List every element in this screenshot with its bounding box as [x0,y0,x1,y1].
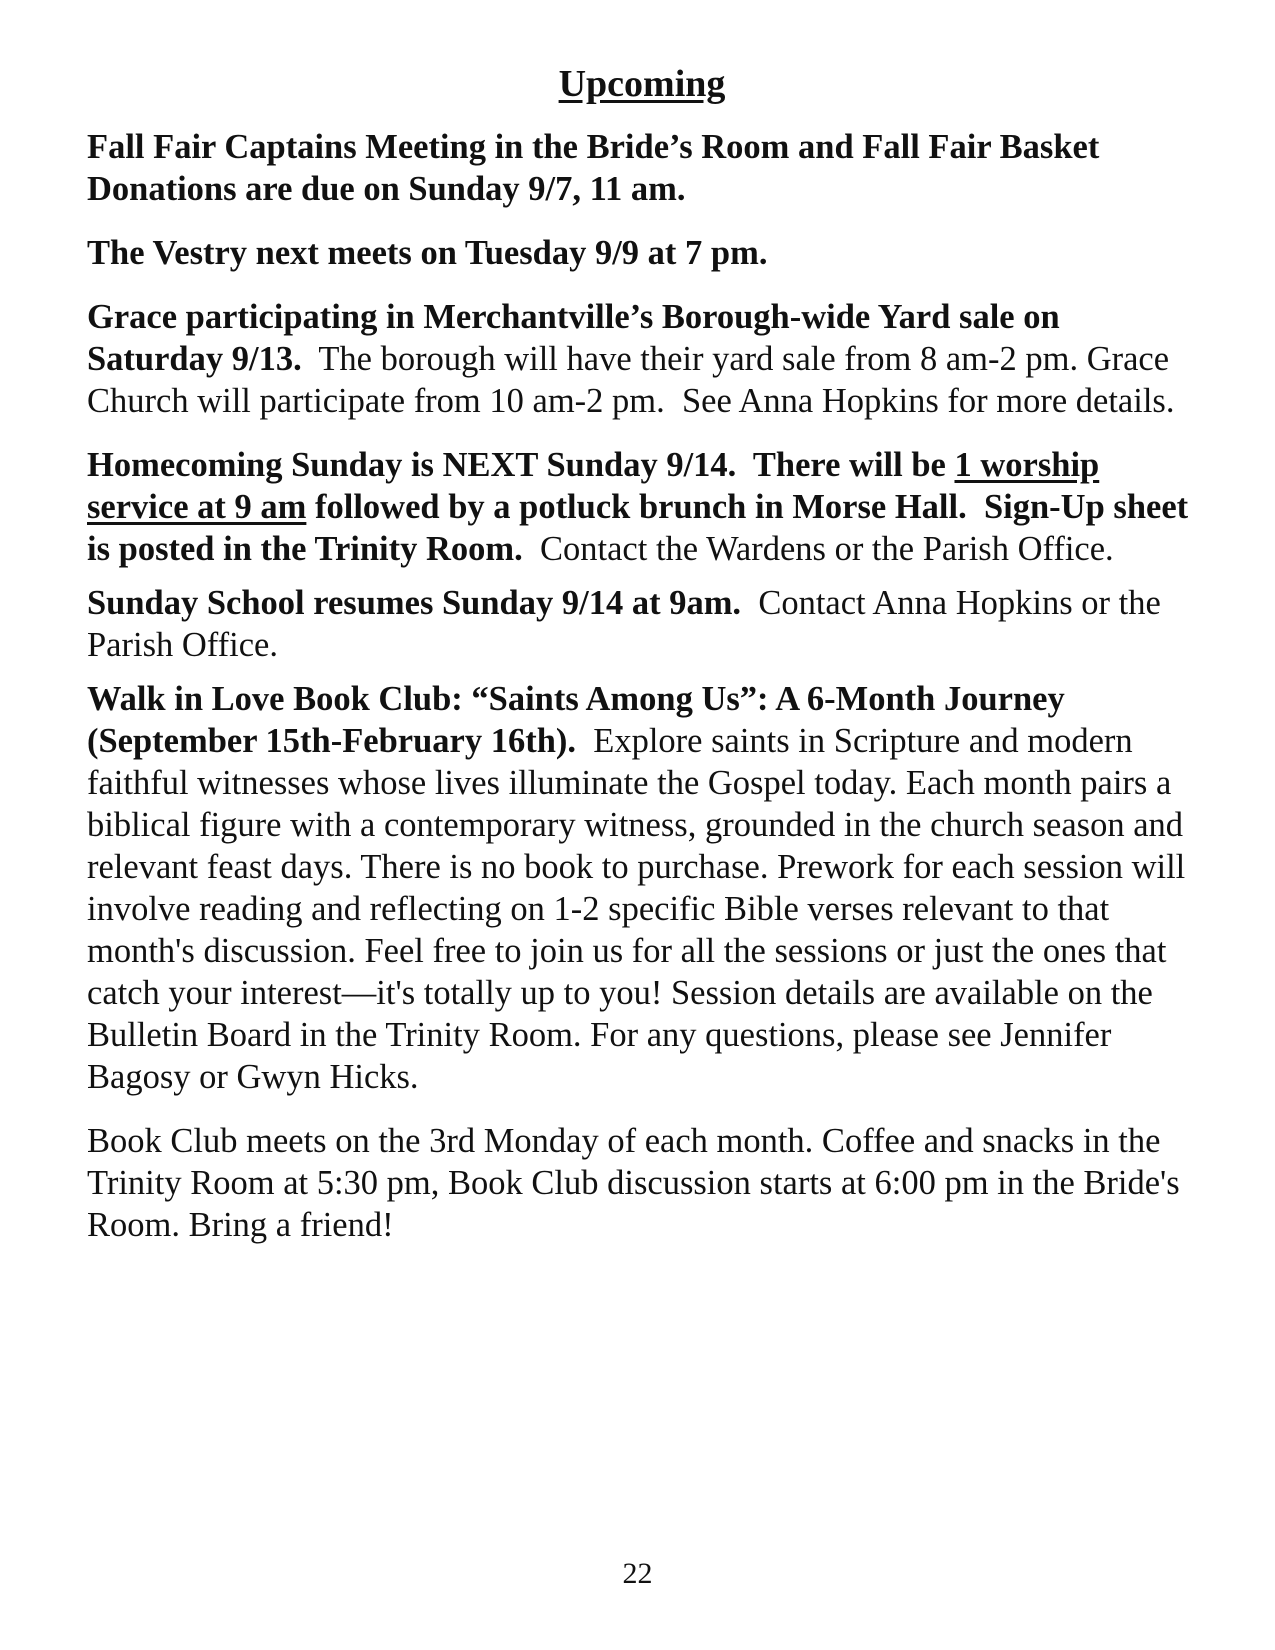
announcement-headline-continued: followed by a potluck brunch in Morse Hall. Sign-Up sheet is posted in the Trinity Room. [87,487,1197,568]
announcement-body: Contact Anna Hopkins or the Parish Office. [87,583,1170,664]
announcement-fall-fair [87,126,1197,210]
announcement-homecoming [87,444,1197,570]
announcement-emphasis: 1 worship service at 9 am [87,445,1100,526]
announcement-headline: Walk in Love Book Club: “Saints Among Us”: A 6-Month Journey (September 15th-February 16th). [87,679,1065,760]
announcement-yard-sale [87,296,1197,422]
announcement-body: The borough will have their yard sale from 8 am-2 pm. Grace Church will participate from 10 am-2 pm. See Anna Hopkins for more details. [87,339,1178,420]
announcement-headline: Grace participating in Merchantville’s Borough-wide Yard sale on Saturday 9/13. [87,297,1060,378]
announcement-headline: Homecoming Sunday is NEXT Sunday 9/14. There will be [87,445,955,484]
announcement-sunday-school [87,582,1197,666]
announcement-body: Contact the Wardens or the Parish Office. [522,529,1114,568]
announcement-headline: Sunday School resumes Sunday 9/14 at 9am. [87,583,742,622]
announcement-headline: Fall Fair Captains Meeting in the Bride’s Room and Fall Fair Basket Donations are due on Sunday 9/7, 11 am. [87,127,1100,208]
bulletin-page [87,62,1197,1268]
announcement-headline: The Vestry next meets on Tuesday 9/9 at 7 pm. [87,233,768,272]
announcement-book-club-schedule [87,1120,1197,1246]
announcement-body: Explore saints in Scripture and modern faithful witnesses whose lives illuminate the Gospel today. Each month pairs a biblical figure with a contemporary witness, grounded in the church season and relevant feast days. There is no book to purchase. Prework for each session will involve reading and reflecting on 1-2 specific Bible verses relevant to that month's discussion. Feel free to join us for all the sessions or just the ones that catch your interest—it's totally up to you! Session details are available on the Bulletin Board in the Trinity Room. For any questions, please see Jennifer Bagosy or Gwyn Hicks. [87,721,1194,1096]
announcement-vestry [87,232,1197,274]
announcement-book-club [87,678,1197,1098]
page-title: Upcoming [558,63,726,105]
page-number: 22 [622,1557,653,1590]
announcement-body: Book Club meets on the 3rd Monday of each month. Coffee and snacks in the Trinity Room at 5:30 pm, Book Club discussion starts at 6:00 pm in the Bride's Room. Bring a friend! [87,1121,1180,1244]
